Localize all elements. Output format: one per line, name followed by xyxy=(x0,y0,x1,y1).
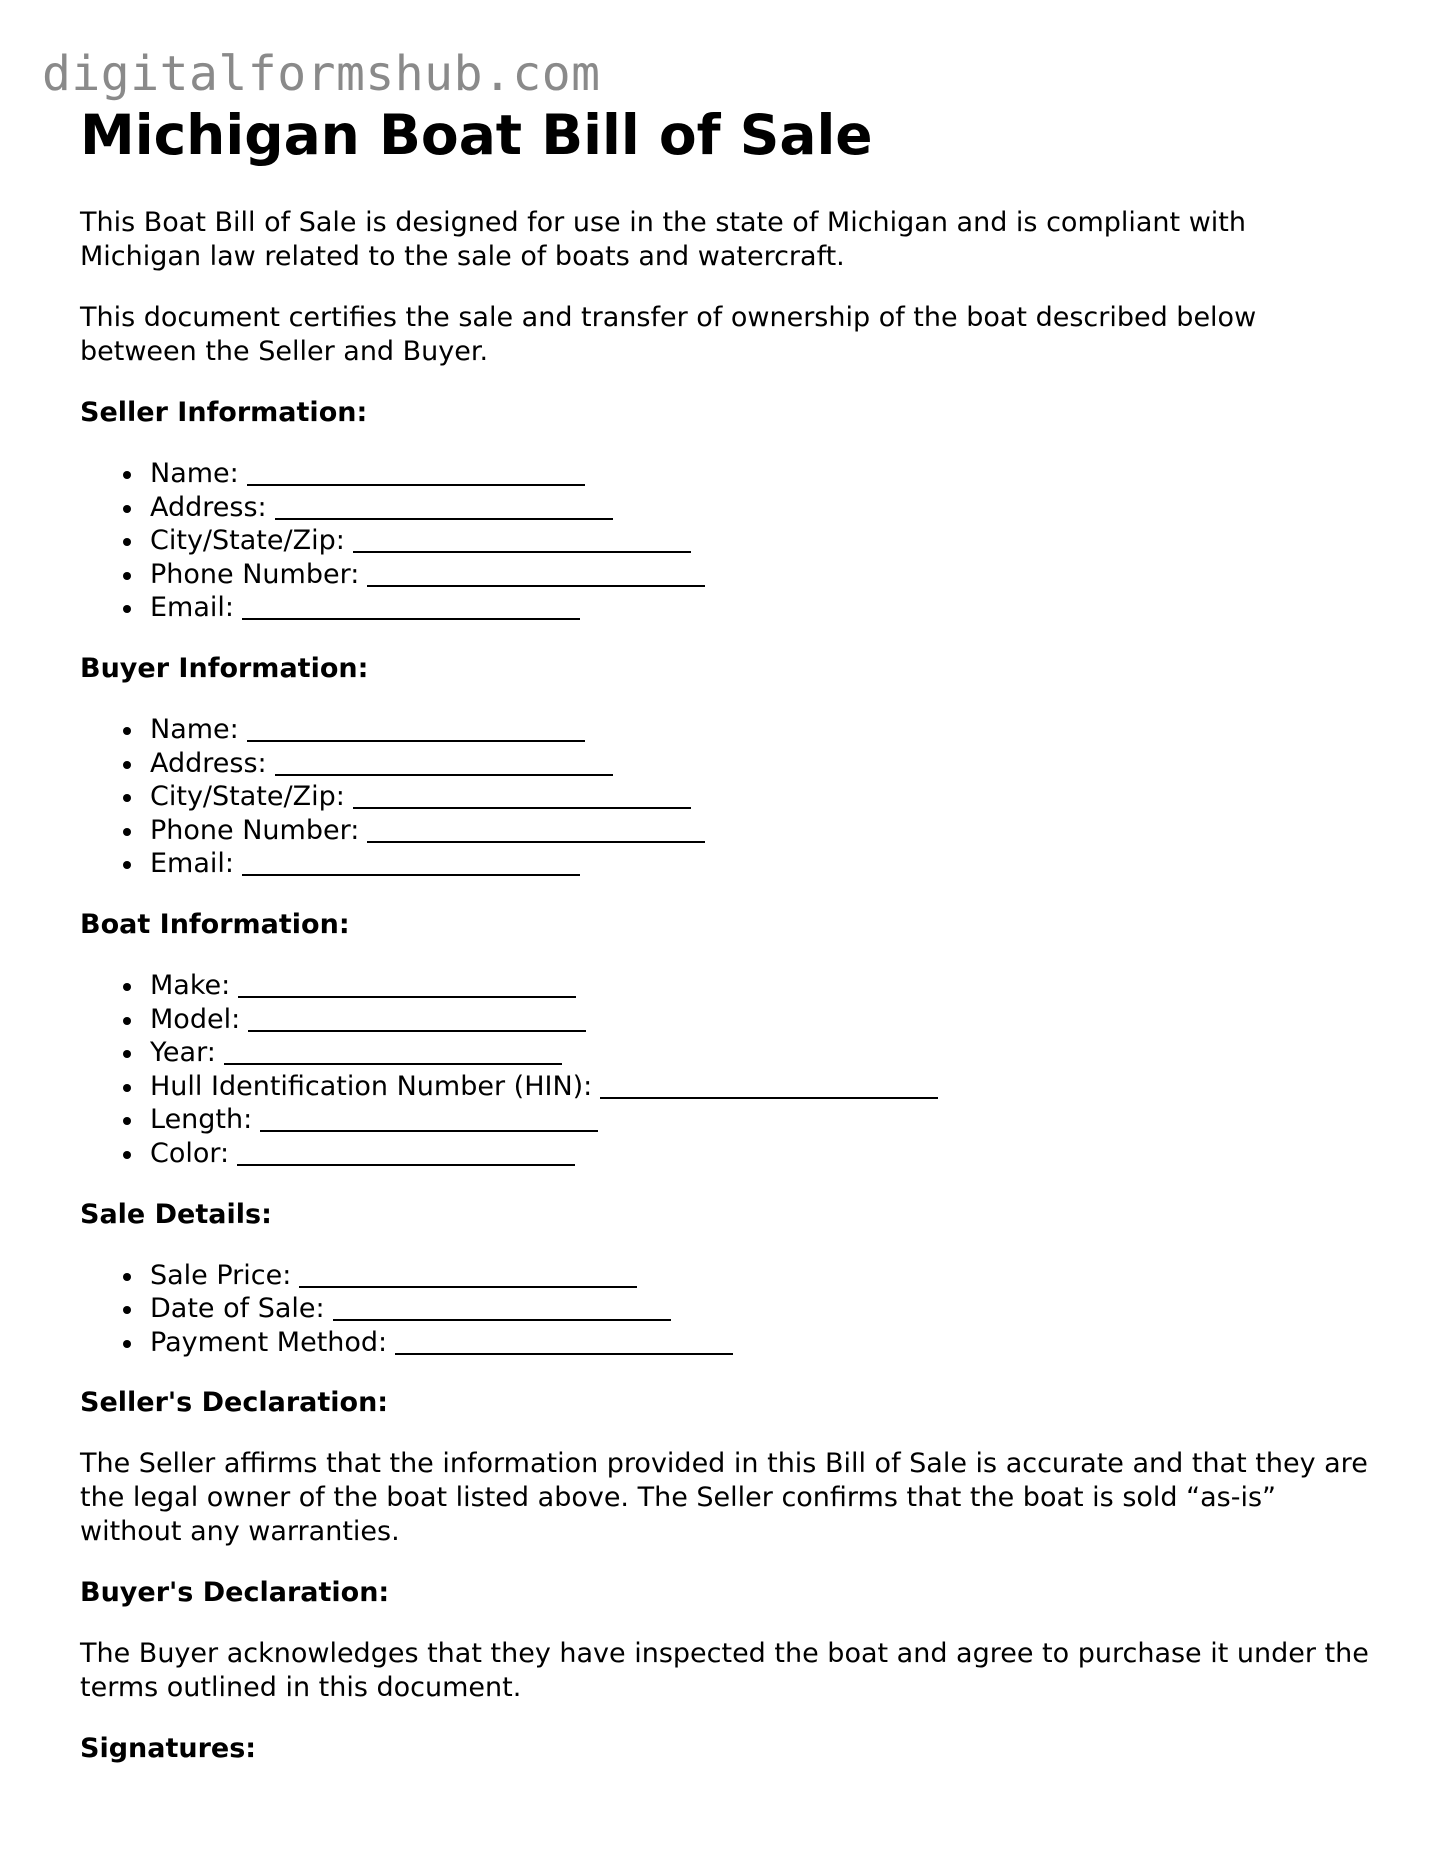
field-label: City/State/Zip: xyxy=(150,525,345,557)
field-label: Phone Number: xyxy=(150,558,360,590)
list-item xyxy=(150,524,1370,558)
field-label: Address: xyxy=(150,747,267,779)
list-item xyxy=(150,814,1370,848)
field-label: Date of Sale: xyxy=(150,1293,325,1325)
list-item xyxy=(150,457,1370,491)
boat-length-blank[interactable] xyxy=(260,1104,598,1132)
intro-paragraph: This document certifies the sale and transfer of ownership of the boat described below between the Seller and Buyer. xyxy=(80,302,1257,367)
seller-information-heading: Seller Information: xyxy=(80,397,368,428)
buyer-phone-blank[interactable] xyxy=(367,815,705,843)
seller-address-blank[interactable] xyxy=(275,492,613,520)
list-item xyxy=(150,1292,1370,1326)
document-title: Michigan Boat Bill of Sale xyxy=(80,103,873,167)
boat-make-blank[interactable] xyxy=(238,970,576,998)
seller-city-state-zip-blank[interactable] xyxy=(353,525,691,553)
buyer-information-list xyxy=(80,713,1370,881)
boat-hin-blank[interactable] xyxy=(600,1071,938,1099)
boat-color-blank[interactable] xyxy=(237,1138,575,1166)
field-label: Hull Identification Number (HIN): xyxy=(150,1070,593,1102)
boat-information-heading: Boat Information: xyxy=(80,908,350,940)
boat-information-list xyxy=(80,969,1370,1171)
seller-declaration-heading: Seller's Declaration: xyxy=(80,1387,389,1419)
seller-email-blank[interactable] xyxy=(242,592,580,620)
list-item xyxy=(150,780,1370,814)
seller-declaration-text: The Seller affirms that the information provided in this Bill of Sale is accurate and that they are the legal owner of the boat listed above. The Seller confirms that the boat is sold “as-is” without any warranties. xyxy=(80,1448,1368,1548)
list-item xyxy=(150,558,1370,592)
watermark-text: digitalformshub.com xyxy=(42,46,601,102)
field-label: Name: xyxy=(150,713,239,745)
list-item xyxy=(150,969,1370,1003)
field-label: Email: xyxy=(150,592,235,624)
field-label: Name: xyxy=(150,458,239,489)
buyer-declaration-text: The Buyer acknowledges that they have inspected the boat and agree to purchase it under the terms outlined in this document. xyxy=(80,1638,1369,1704)
buyer-email-blank[interactable] xyxy=(242,848,580,876)
intro-paragraph: This Boat Bill of Sale is designed for use in the state of Michigan and is compliant with Michigan law related to the sale of boats and watercraft. xyxy=(80,207,1246,272)
list-item xyxy=(150,747,1370,781)
buyer-address-blank[interactable] xyxy=(275,748,613,776)
buyer-name-blank[interactable] xyxy=(247,714,585,742)
field-label: Email: xyxy=(150,848,235,880)
signatures-heading: Signatures: xyxy=(80,1733,257,1765)
field-label: Sale Price: xyxy=(150,1259,292,1291)
list-item xyxy=(150,1137,1370,1171)
field-label: Make: xyxy=(150,969,231,1001)
list-item xyxy=(150,847,1370,881)
sale-details-list xyxy=(80,1259,1370,1360)
field-label: Year: xyxy=(150,1037,216,1069)
field-label: Model: xyxy=(150,1003,241,1035)
sale-date-blank[interactable] xyxy=(333,1293,671,1321)
sale-price-blank[interactable] xyxy=(299,1260,637,1288)
sale-details-heading: Sale Details: xyxy=(80,1198,272,1230)
seller-name-blank[interactable] xyxy=(247,458,585,486)
list-item xyxy=(150,1103,1370,1137)
seller-phone-blank[interactable] xyxy=(367,559,705,587)
field-label: Payment Method: xyxy=(150,1326,388,1358)
boat-model-blank[interactable] xyxy=(248,1004,586,1032)
list-item xyxy=(150,1036,1370,1070)
list-item xyxy=(150,1259,1370,1293)
field-label: Length: xyxy=(150,1104,253,1136)
field-label: Color: xyxy=(150,1137,230,1169)
boat-year-blank[interactable] xyxy=(224,1037,562,1065)
list-item xyxy=(150,1326,1370,1360)
field-label: City/State/Zip: xyxy=(150,781,345,813)
list-item xyxy=(150,713,1370,747)
payment-method-blank[interactable] xyxy=(395,1327,733,1355)
document-body xyxy=(80,100,1370,1766)
list-item xyxy=(150,1070,1370,1104)
buyer-information-heading: Buyer Information: xyxy=(80,652,369,684)
field-label: Address: xyxy=(150,491,267,523)
buyer-declaration-heading: Buyer's Declaration: xyxy=(80,1577,390,1609)
seller-information-list xyxy=(80,457,1370,625)
list-item xyxy=(150,1003,1370,1037)
list-item xyxy=(150,591,1370,625)
list-item xyxy=(150,491,1370,525)
buyer-city-state-zip-blank[interactable] xyxy=(353,781,691,809)
field-label: Phone Number: xyxy=(150,814,360,846)
